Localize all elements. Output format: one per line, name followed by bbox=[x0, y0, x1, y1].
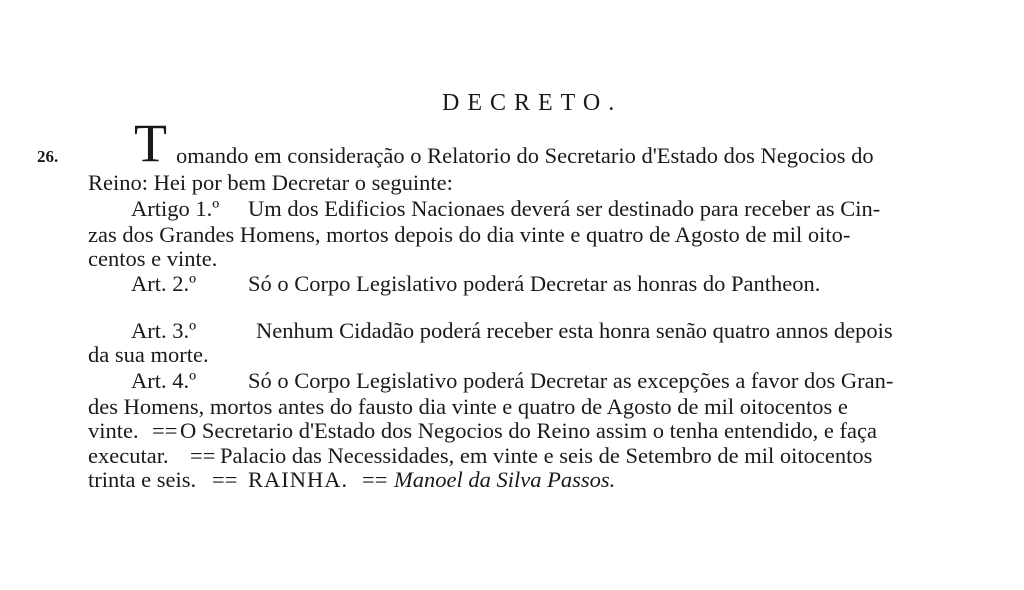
article-4-line-4b: Palacio das Necessidades, em vinte e seis de Setembro de mil oitocentos bbox=[220, 443, 873, 468]
article-1-line-2: zas dos Grandes Homens, mortos depois do dia vinte e quatro de Agosto de mil oito- bbox=[88, 222, 851, 247]
separator: == bbox=[152, 418, 178, 443]
article-4-line-2: des Homens, mortos antes do fausto dia vinte e quatro de Agosto de mil oitocentos e bbox=[88, 394, 848, 419]
separator: == bbox=[212, 467, 238, 492]
signature-minister: Manoel da Silva Passos. bbox=[394, 467, 616, 492]
article-3-label: Art. 3.º bbox=[131, 318, 197, 343]
signature-queen: RAINHA. bbox=[248, 467, 349, 492]
preamble-line-1: omando em consideração o Relatorio do Secretario d'Estado dos Negocios do bbox=[176, 143, 874, 168]
drop-cap: T bbox=[134, 113, 167, 173]
article-2-line-1: Só o Corpo Legislativo poderá Decretar as honras do Pantheon. bbox=[248, 271, 821, 296]
article-4-line-5: trinta e seis. bbox=[88, 467, 197, 492]
separator: == bbox=[190, 443, 216, 468]
separator: == bbox=[362, 467, 388, 492]
page-number: 26. bbox=[37, 147, 59, 166]
article-3-line-1: Nenhum Cidadão poderá receber esta honra senão quatro annos depois bbox=[256, 318, 893, 343]
article-4-line-1: Só o Corpo Legislativo poderá Decretar as excepções a favor dos Gran- bbox=[248, 368, 894, 393]
decree-title: DECRETO. bbox=[442, 90, 623, 116]
article-4-line-4: executar. bbox=[88, 443, 169, 468]
preamble-line-2: Reino: Hei por bem Decretar o seguinte: bbox=[88, 170, 453, 195]
article-1-line-3: centos e vinte. bbox=[88, 246, 218, 271]
article-4-line-3: vinte. bbox=[88, 418, 139, 443]
article-1-line-1: Um dos Edificios Nacionaes deverá ser destinado para receber as Cin- bbox=[248, 196, 881, 221]
article-1-label: Artigo 1.º bbox=[131, 196, 220, 221]
article-2-label: Art. 2.º bbox=[131, 271, 197, 296]
article-4-line-3b: O Secretario d'Estado dos Negocios do Reino assim o tenha entendido, e faça bbox=[180, 418, 877, 443]
article-4-label: Art. 4.º bbox=[131, 368, 197, 393]
article-3-line-2: da sua morte. bbox=[88, 342, 209, 367]
